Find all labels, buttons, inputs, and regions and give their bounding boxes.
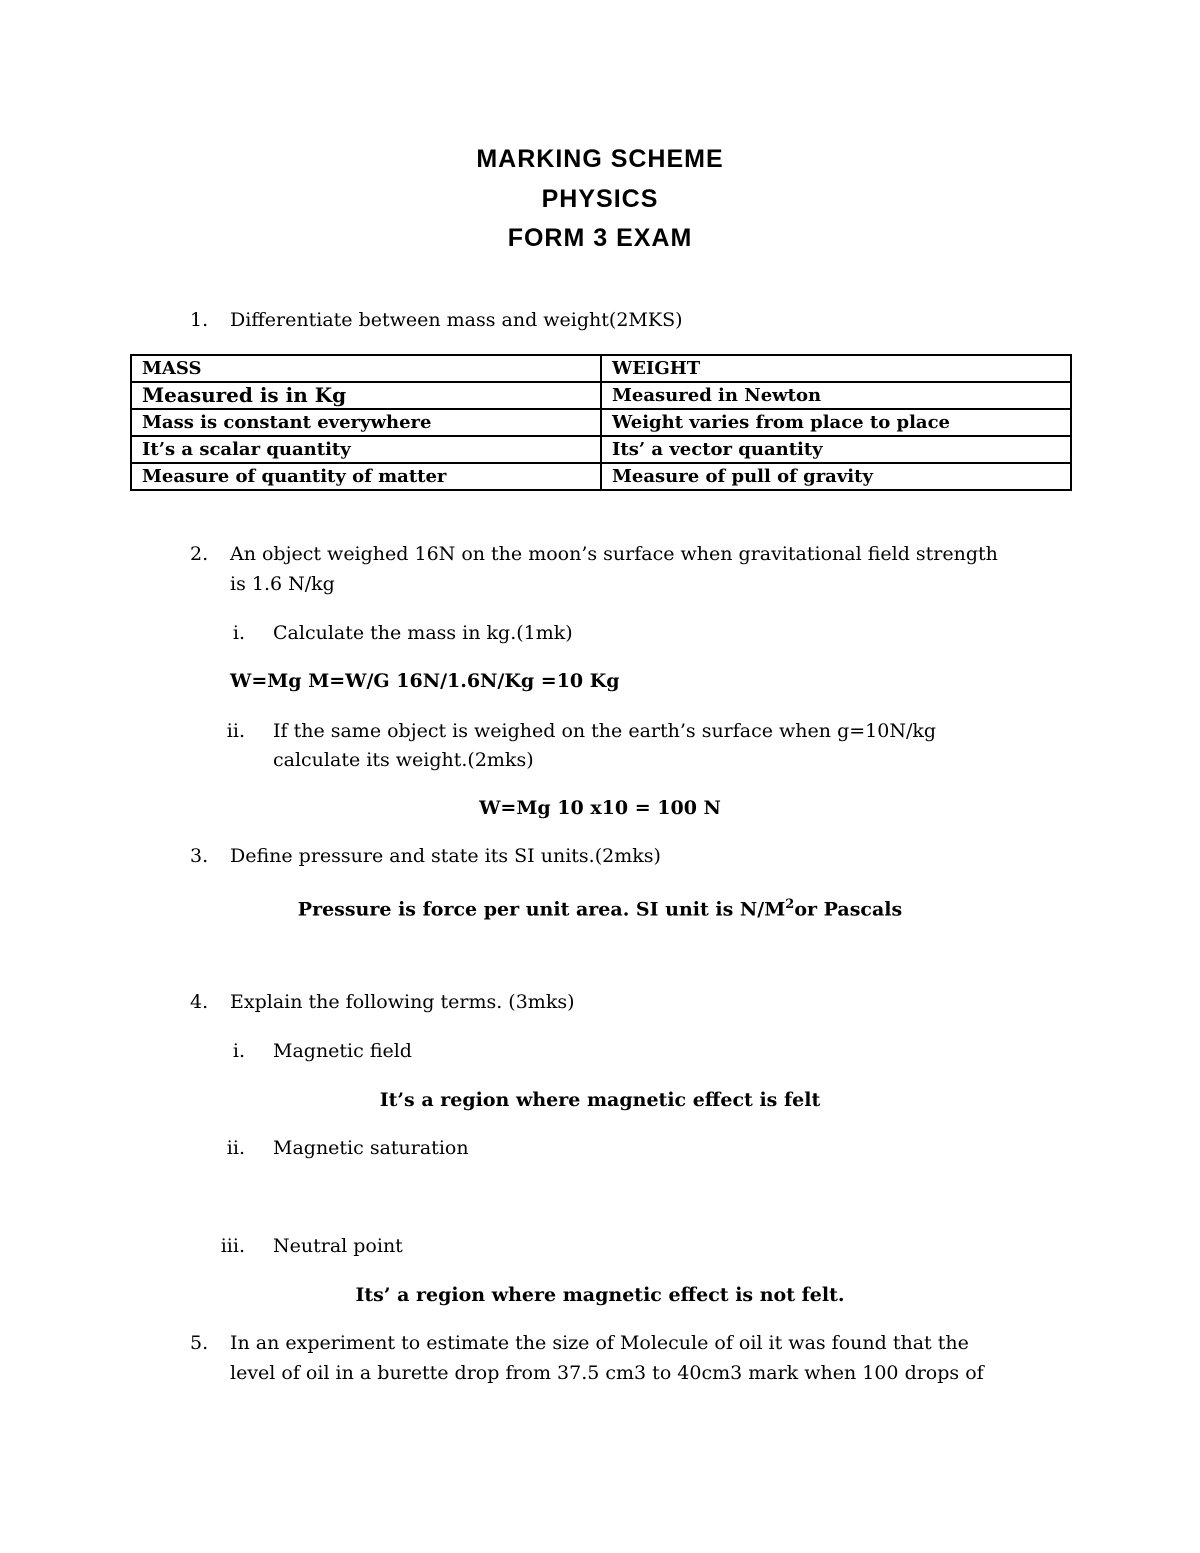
part-number: i. xyxy=(232,622,245,644)
table-header-mass: MASS xyxy=(131,355,601,382)
answer-3-superscript: 2 xyxy=(785,897,795,912)
question-number: 2. xyxy=(190,543,209,565)
part-number: i. xyxy=(232,1040,245,1062)
answer-2-i: W=Mg M=W/G 16N/1.6N/Kg =10 Kg xyxy=(230,670,620,692)
table-cell: Weight varies from place to place xyxy=(601,409,1071,436)
part-number: ii. xyxy=(226,1137,245,1159)
part-text: Neutral point xyxy=(273,1235,403,1257)
question-text: An object weighed 16N on the moon’s surface when gravitational field strength xyxy=(230,543,998,565)
table-cell: Mass is constant everywhere xyxy=(131,409,601,436)
mass-weight-table xyxy=(130,354,1072,491)
question-text: Define pressure and state its SI units.(2mks) xyxy=(230,845,661,867)
doc-title-exam: FORM 3 EXAM xyxy=(507,224,693,252)
question-number: 3. xyxy=(190,845,209,867)
question-text: Differentiate between mass and weight(2MKS) xyxy=(230,309,683,331)
answer-2-ii: W=Mg 10 x10 = 100 N xyxy=(479,797,721,819)
question-text: level of oil in a burette drop from 37.5 cm3 to 40cm3 mark when 100 drops of xyxy=(230,1362,984,1384)
part-text: If the same object is weighed on the earth’s surface when g=10N/kg xyxy=(273,720,937,742)
part-text: calculate its weight.(2mks) xyxy=(273,749,534,771)
table-cell: Measured is in Kg xyxy=(131,382,601,409)
table-row xyxy=(131,409,1071,436)
table-row xyxy=(131,463,1071,490)
answer-4-iii: Its’ a region where magnetic effect is not felt. xyxy=(355,1284,845,1306)
table-row xyxy=(131,382,1071,409)
part-number: ii. xyxy=(226,720,245,742)
table-cell: Measure of quantity of matter xyxy=(131,463,601,490)
part-number: iii. xyxy=(220,1235,245,1257)
question-text: is 1.6 N/kg xyxy=(230,573,335,595)
table-header-weight: WEIGHT xyxy=(601,355,1071,382)
question-text: In an experiment to estimate the size of Molecule of oil it was found that the xyxy=(230,1332,969,1354)
table-cell: Measure of pull of gravity xyxy=(601,463,1071,490)
table-cell: Measured in Newton xyxy=(601,382,1071,409)
answer-3 xyxy=(0,890,1200,924)
question-number: 1. xyxy=(190,309,209,331)
part-text: Magnetic field xyxy=(273,1040,412,1062)
table-header-row xyxy=(131,355,1071,382)
answer-4-i: It’s a region where magnetic effect is felt xyxy=(379,1089,821,1111)
table-row xyxy=(131,436,1071,463)
answer-3-text-end: or Pascals xyxy=(794,898,903,921)
doc-title-marking-scheme: MARKING SCHEME xyxy=(476,145,724,173)
doc-title-subject: PHYSICS xyxy=(541,185,659,213)
question-number: 4. xyxy=(190,991,209,1013)
table-cell: It’s a scalar quantity xyxy=(131,436,601,463)
answer-3-text: Pressure is force per unit area. SI unit is N/M xyxy=(297,898,786,921)
part-text: Calculate the mass in kg.(1mk) xyxy=(273,622,573,644)
part-text: Magnetic saturation xyxy=(273,1137,469,1159)
question-text: Explain the following terms. (3mks) xyxy=(230,991,575,1013)
question-number: 5. xyxy=(190,1332,209,1354)
table-cell: Its’ a vector quantity xyxy=(601,436,1071,463)
